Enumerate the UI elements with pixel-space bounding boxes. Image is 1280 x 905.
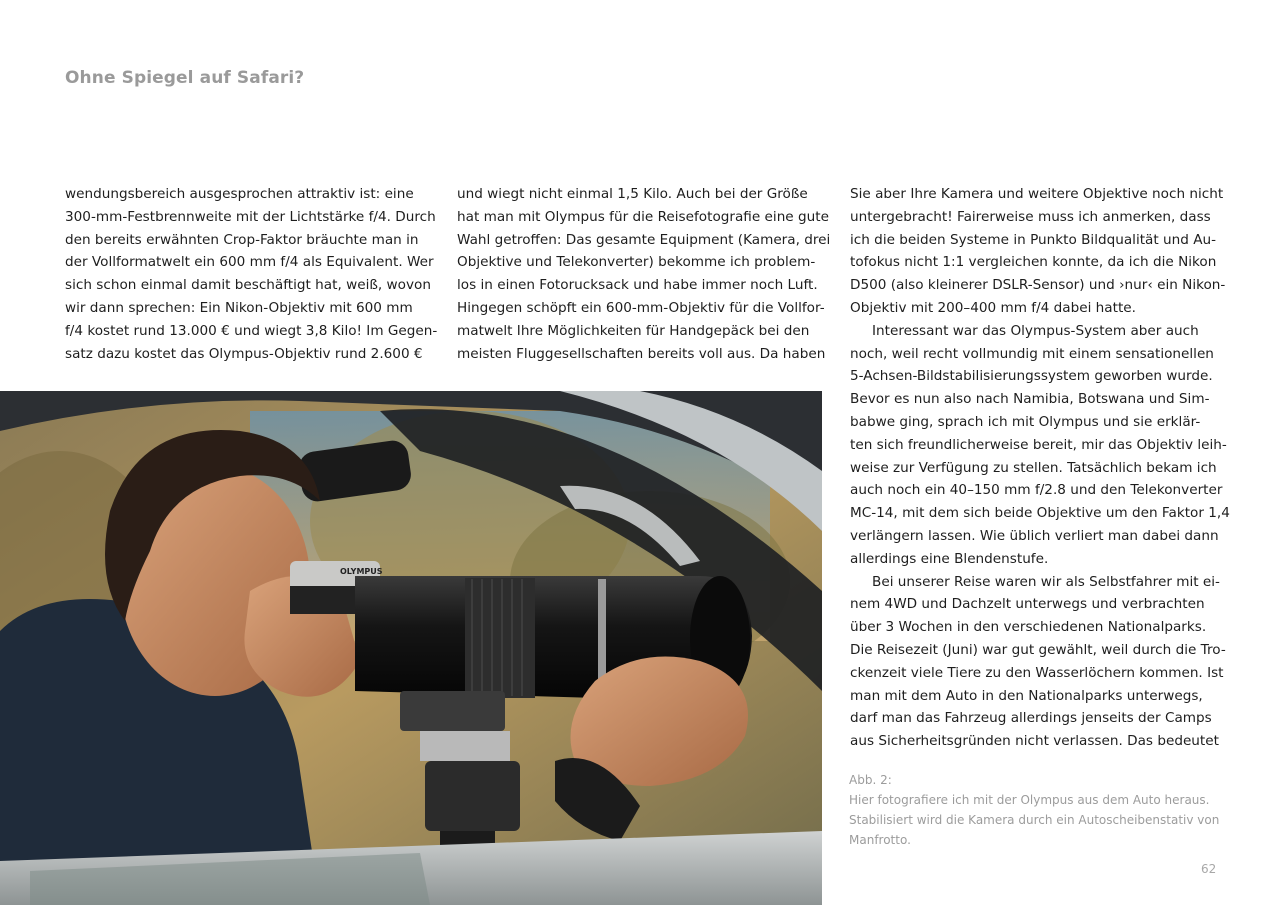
text-line: weise zur Verfügung zu stellen. Tatsächlich bekam ich (850, 459, 1217, 476)
text-line: Objektive und Telekonverter) bekomme ich problem- (457, 254, 816, 271)
caption-label: Abb. 2: (849, 773, 892, 787)
tripod-plate (400, 691, 505, 731)
text-line: auch noch ein 40–150 mm f/2.8 und den Telekonverter (850, 482, 1223, 499)
page-number: 62 (1201, 862, 1217, 876)
text-line: noch, weil recht vollmundig mit einem sensationellen (850, 345, 1214, 362)
text-line: wir dann sprechen: Ein Nikon-Objektiv mit 600 mm (65, 299, 413, 316)
text-line: man mit dem Auto in den Nationalparks unterwegs, (850, 687, 1203, 704)
text-line: Bei unserer Reise waren wir als Selbstfahrer mit ei- (872, 573, 1220, 590)
text-line: 5-Achsen-Bildstabilisierungssystem geworben wurde. (850, 368, 1213, 385)
text-line: meisten Fluggesellschaften bereits voll aus. Da haben (457, 345, 826, 362)
text-line: Objektiv mit 200–400 mm f/4 dabei hatte. (850, 299, 1136, 316)
text-line: wendungsbereich ausgesprochen attraktiv ist: eine (65, 186, 414, 202)
text-line: aus Sicherheitsgründen nicht verlassen. Das bedeutet (850, 733, 1219, 750)
text-line: tofokus nicht 1:1 vergleichen konnte, da ich die Nikon (850, 254, 1217, 271)
text-line: satz dazu kostet das Olympus-Objektiv rund 2.600 € (65, 345, 423, 362)
text-line: babwe ging, sprach ich mit Olympus und sie erklär- (850, 413, 1201, 430)
text-line: sich schon einmal damit beschäftigt hat, weiß, wovon (65, 277, 431, 294)
text-line: ich die beiden Systeme in Punkto Bildqualität und Au- (850, 231, 1217, 248)
caption-line: Hier fotografiere ich mit der Olympus aus dem Auto heraus. (849, 793, 1210, 807)
text-line: Sie aber Ihre Kamera und weitere Objektive noch nicht (850, 186, 1224, 202)
chapter-title: Ohne Spiegel auf Safari? (65, 68, 305, 88)
text-line: Wahl getroffen: Das gesamte Equipment (Kamera, drei (457, 231, 831, 248)
text-line: der Vollformatwelt ein 600 mm f/4 als Equivalent. Wer (65, 254, 434, 271)
caption-line: Manfrotto. (849, 833, 911, 847)
text-column-1 (65, 183, 437, 365)
text-line: untergebracht! Fairerweise muss ich anmerken, dass (850, 208, 1211, 225)
ball-head (425, 761, 520, 831)
safari-photo (0, 391, 822, 905)
text-line: den bereits erwähnten Crop-Faktor bräuchte man in (65, 231, 419, 248)
text-line: Die Reisezeit (Juni) war gut gewählt, weil durch die Tro- (850, 641, 1226, 658)
text-column-3 (850, 183, 1230, 753)
text-line: und wiegt nicht einmal 1,5 Kilo. Auch bei der Größe (457, 186, 808, 202)
caption-line: Stabilisiert wird die Kamera durch ein Autoscheibenstativ von (849, 813, 1220, 827)
figure-caption (849, 770, 1229, 850)
text-column-2 (457, 183, 829, 365)
text-line: darf man das Fahrzeug allerdings jenseits der Camps (850, 710, 1212, 727)
text-line: D500 (also kleinerer DSLR-Sensor) und ›nur‹ ein Nikon- (850, 277, 1226, 294)
text-line: über 3 Wochen in den verschiedenen Nationalparks. (850, 619, 1207, 636)
text-line: hat man mit Olympus für die Reisefotografie eine gute (457, 208, 829, 225)
text-line: f/4 kostet rund 13.000 € und wiegt 3,8 Kilo! Im Gegen- (65, 322, 438, 339)
text-line: 300-mm-Festbrennweite mit der Lichtstärke f/4. Durch (65, 208, 436, 225)
text-line: Bevor es nun also nach Namibia, Botswana und Sim- (850, 391, 1210, 408)
text-line: ten sich freundlicherweise bereit, mir das Objektiv leih- (850, 436, 1227, 453)
text-line: verlängern lassen. Wie üblich verliert man dabei dann (850, 527, 1219, 544)
text-line: MC-14, mit dem sich beide Objektive um den Faktor 1,4 (850, 505, 1230, 522)
camera-brand: OLYMPUS (340, 567, 383, 576)
text-line: nem 4WD und Dachzelt unterwegs und verbrachten (850, 596, 1205, 613)
text-line: Interessant war das Olympus-System aber auch (872, 322, 1199, 339)
text-line: ckenzeit viele Tiere zu den Wasserlöchern kommen. Ist (850, 664, 1224, 681)
text-line: Hingegen schöpft ein 600-mm-Objektiv für die Vollfor- (457, 299, 825, 316)
text-line: matwelt Ihre Möglichkeiten für Handgepäck bei den (457, 322, 810, 339)
text-line: allerdings eine Blendenstufe. (850, 550, 1049, 567)
text-line: los in einen Fotorucksack und habe immer noch Luft. (457, 277, 818, 294)
